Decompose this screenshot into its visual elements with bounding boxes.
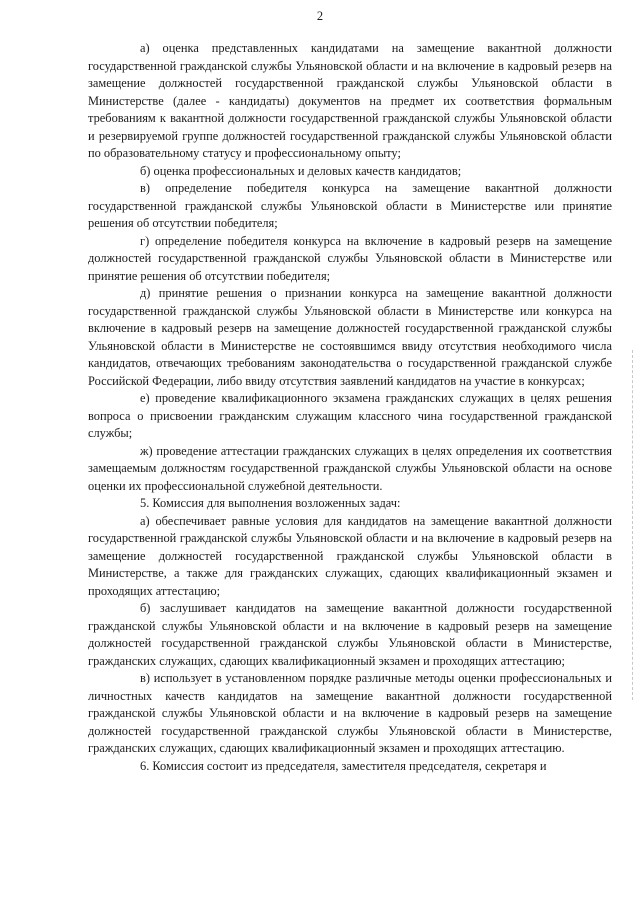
paragraph-5a-equal-conditions: а) обеспечивает равные условия для кандидатов на замещение вакантной должности государственной гражданской службы Ульяновской области и на включение в кадровый резерв на замещение должностей государственной гражданской службы Ульяновской области в Министерстве, а также для гражданских служащих, сдающих квалификационный экзамен и проходящих аттестацию; [88, 513, 612, 598]
paragraph-5v-assessment-methods: в) использует в установленном порядке различные методы оценки профессиональных и личностных качеств кандидатов на замещение вакантной должности государственной гражданской службы Ульяновской области и на включение в кадровый резерв на замещение должностей государственной гражданской службы Ульяновской области в Министерстве, гражданских служащих, сдающих квалификационный экзамен и проходящих аттестацию. [88, 671, 612, 755]
page-number: 2 [316, 9, 324, 23]
paragraph-b-qualities: б) оценка профессиональных и деловых качеств кандидатов; [140, 163, 462, 178]
paragraph-e-exam: е) проведение квалификационного экзамена гражданских служащих в целях решения вопроса о присвоении гражданским служащим классного чина государственной гражданской службы; [88, 391, 612, 440]
paragraph-a-assessment: а) оценка представленных кандидатами на замещение вакантной должности государственной гражданской службы Ульяновской области и на включение в кадровый резерв на замещение должностей государственной гражданской службы Ульяновской области в Министерстве (далее - кандидаты) документов на предмет их соответствия формальным требованиям к вакантной должности государственной гражданской службы Ульяновской области и резервируемой группе должностей государственной гражданской службы Ульяновской области по образовательному статусу и профессиональному опыту; [88, 41, 612, 160]
paragraph-5b-hears-candidates: б) заслушивает кандидатов на замещение вакантной должности государственной гражданской службы Ульяновской области и на включение в кадровый резерв на замещение должностей государственной гражданской службы Ульяновской области в Министерстве, гражданских служащих, сдающих квалификационный экзамен и проходящих аттестацию; [88, 601, 612, 668]
section-6-composition: 6. Комиссия состоит из председателя, заместителя председателя, секретаря и [140, 758, 547, 773]
document-body [88, 40, 612, 775]
paragraph-zh-attestation: ж) проведение аттестации гражданских служащих в целях определения их соответствия замещаемым должностям государственной гражданской службы Ульяновской области на основе оценки их профессиональной служебной деятельности. [88, 443, 612, 493]
section-5-heading: 5. Комиссия для выполнения возложенных задач: [140, 496, 401, 510]
scan-edge-line [632, 350, 633, 700]
paragraph-g-winner-reserve: г) определение победителя конкурса на включение в кадровый резерв на замещение должностей государственной гражданской службы Ульяновской области в Министерстве или принятие решения об отсутствии победителя; [88, 233, 612, 283]
paragraph-d-failed-contest: д) принятие решения о признании конкурса на замещение вакантной должности государственной гражданской службы Ульяновской области в Министерстве или конкурса на включение в кадровый резерв на замещение должностей государственной гражданской службы Ульяновской области в Министерстве не состоявшимся ввиду отсутствия необходимого числа кандидатов, отвечающих требованиям законодательства о государственной гражданской службе Российской Федерации, либо ввиду отсутствия заявлений кандидатов на участие в конкурсах; [88, 286, 612, 388]
paragraph-v-winner-vacancy: в) определение победителя конкурса на замещение вакантной должности государственной гражданской службы Ульяновской области в Министерстве или принятие решения об отсутствии победителя; [88, 181, 612, 230]
